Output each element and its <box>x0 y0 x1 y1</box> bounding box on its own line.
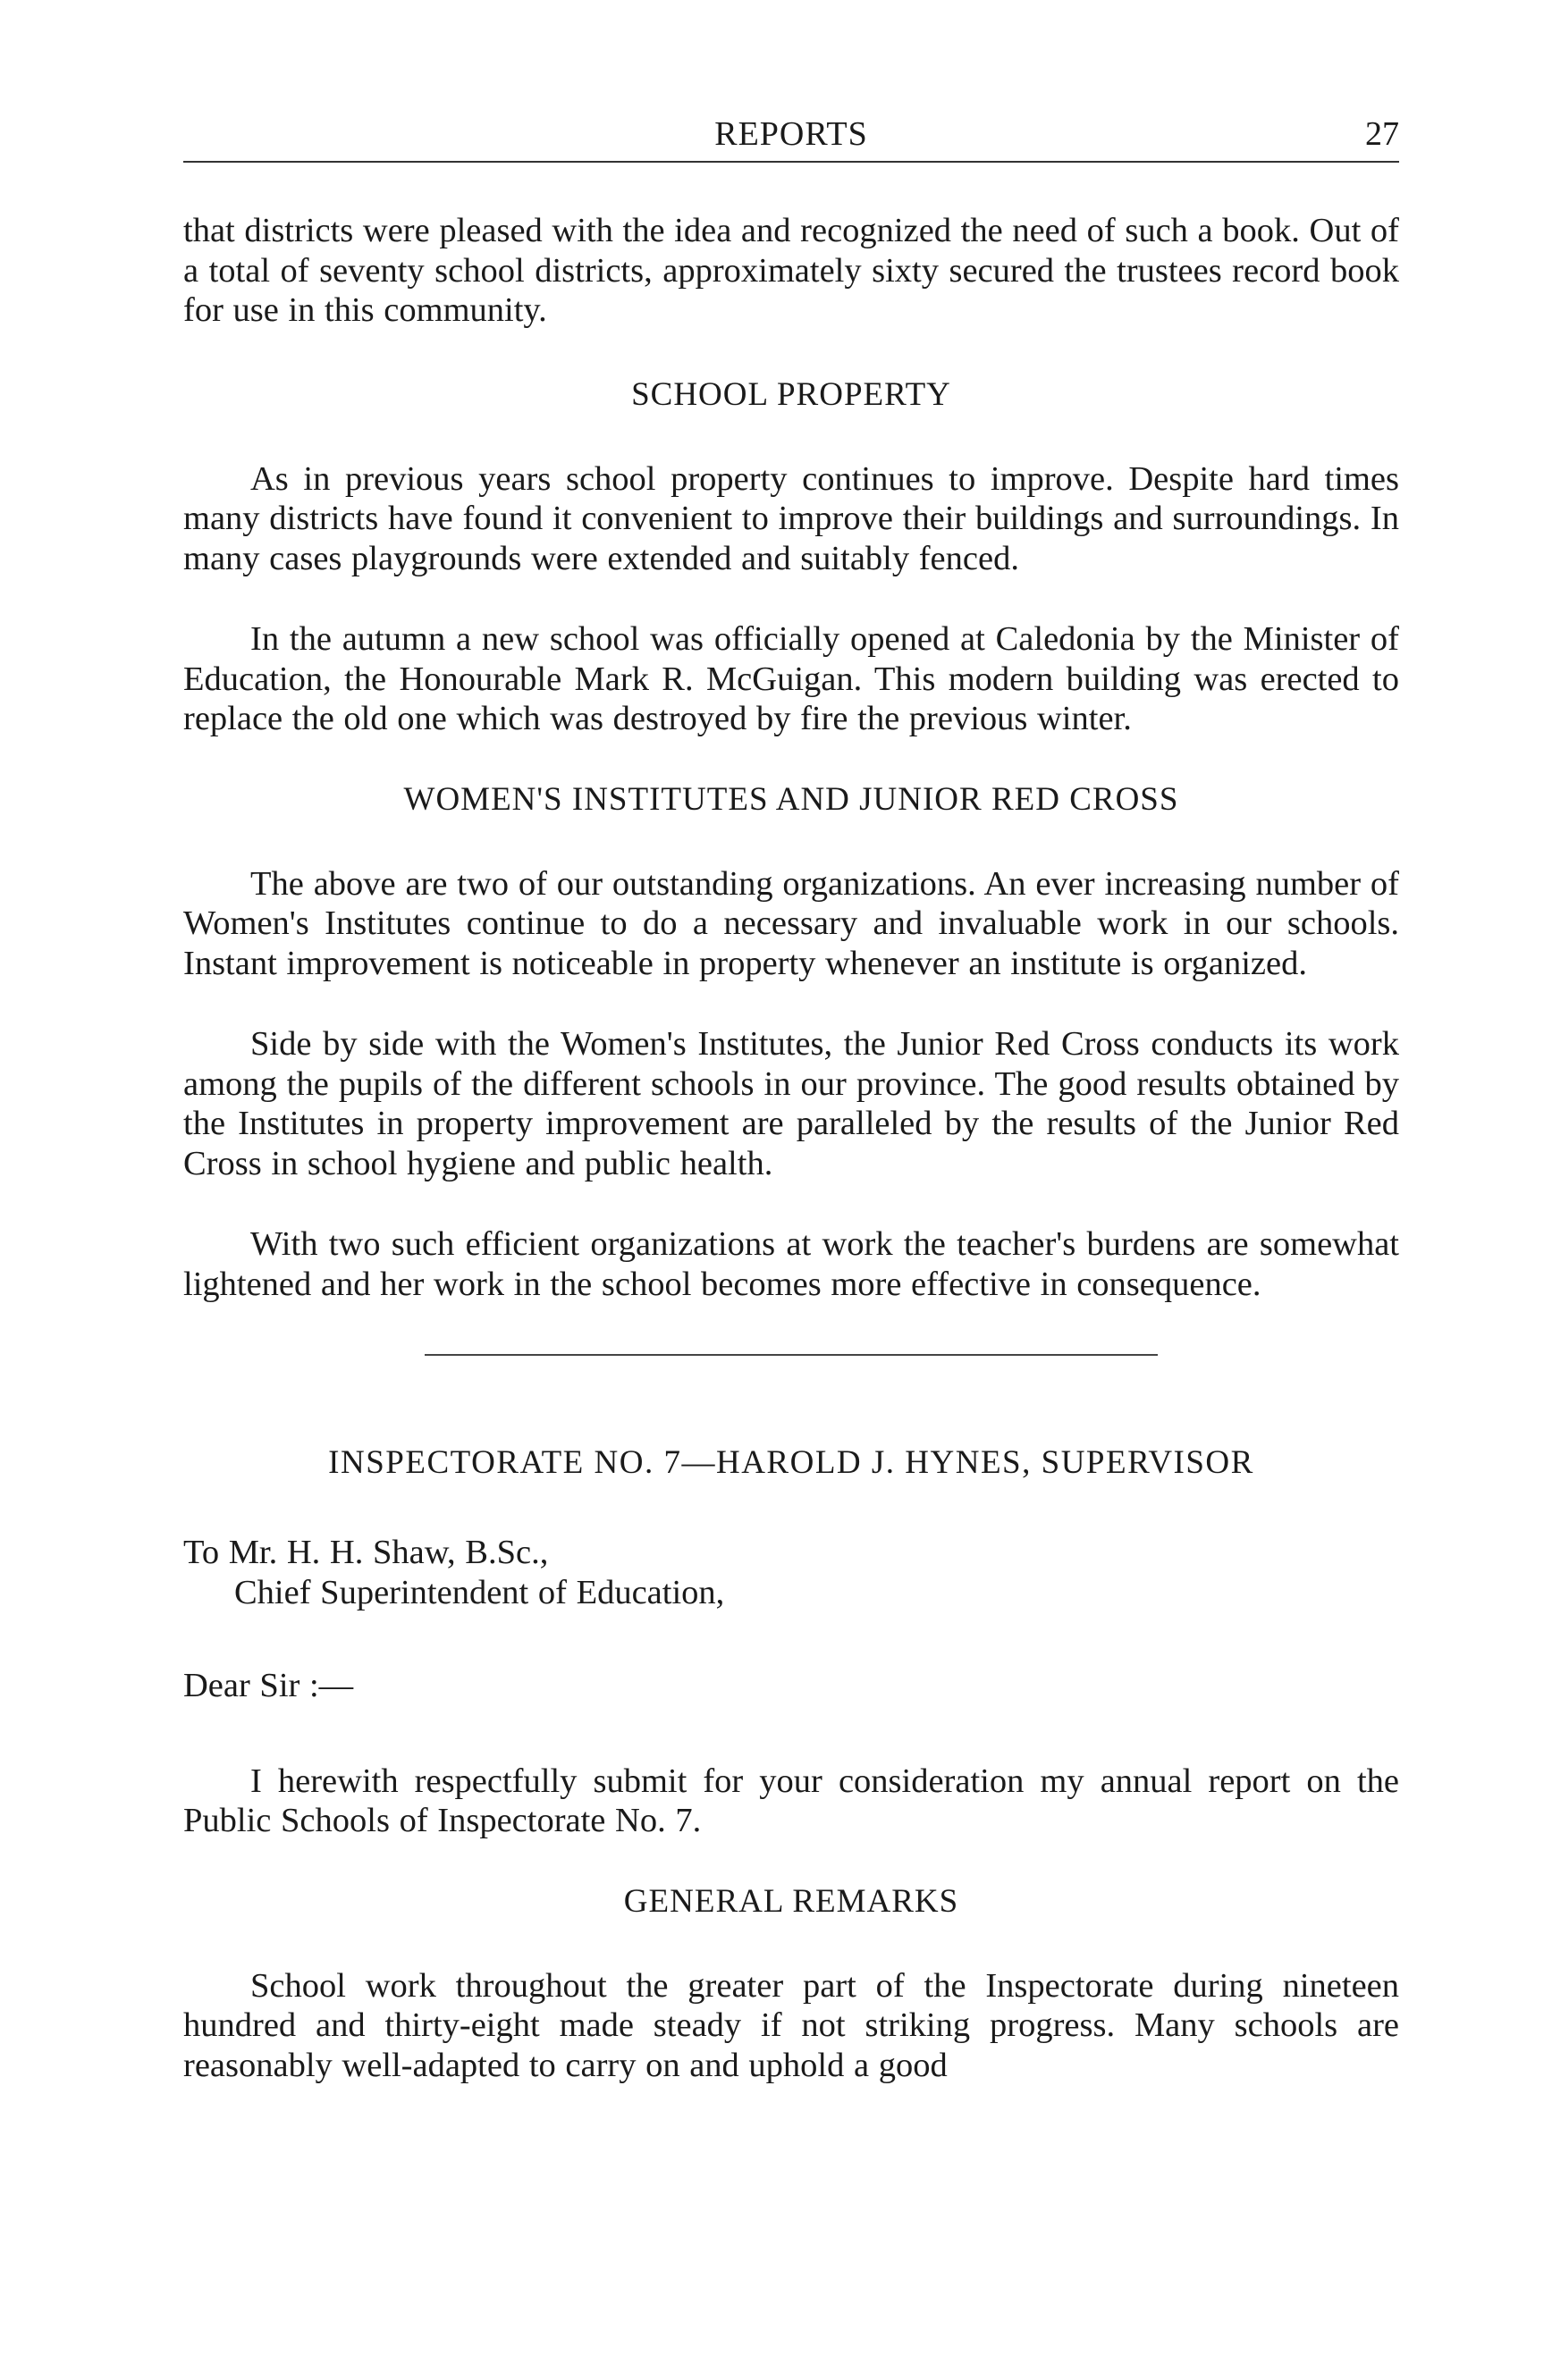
paragraph-organizations: The above are two of our outstanding organizations. An ever increasing number of Women's Institutes continue to do a necessary and invaluable work in our schools. Instant improvement is noticeable in property whenever an institute is organized. <box>183 864 1399 982</box>
heading-womens-institutes: WOMEN'S INSTITUTES AND JUNIOR RED CROSS <box>403 780 1179 818</box>
paragraph-school-property: As in previous years school property continues to improve. Despite hard times many districts have found it convenient to improve their buildings and surroundings. In many cases playgrounds were extended and suitably fenced. <box>183 459 1399 577</box>
paragraph-general-remarks: School work throughout the greater part of the Inspectorate during nineteen hundred and thirty-eight made steady if not striking progress. Many schools are reasonably well-adapted to carry on and uphold a good <box>183 1966 1399 2084</box>
addressee-block <box>183 1533 1399 1612</box>
heading-inspectorate: INSPECTORATE NO. 7—HAROLD J. HYNES, SUPERVISOR <box>328 1444 1254 1481</box>
paragraph-junior-red-cross: Side by side with the Women's Institutes, the Junior Red Cross conducts its work among the pupils of the different schools in our province. The good results obtained by the Institutes in property improvement are paralleled by the results of the Junior Red Cross in school hygiene and public health. <box>183 1025 1399 1182</box>
heading-general-remarks: GENERAL REMARKS <box>623 1882 959 1920</box>
page-number: 27 <box>1365 115 1399 153</box>
running-title: REPORTS <box>714 115 868 153</box>
paragraph-continued: that districts were pleased with the idea and recognized the need of such a book. Out of a total of seventy school districts, approximately sixty secured the trustees record book for use in this community. <box>183 212 1399 329</box>
heading-school-property: SCHOOL PROPERTY <box>631 375 951 413</box>
addressee-title: Chief Superintendent of Education, <box>234 1573 725 1611</box>
paragraph-caledonia-school: In the autumn a new school was officially opened at Caledonia by the Minister of Education, the Honourable Mark R. McGuigan. This modern building was erected to replace the old one which was destroyed by fire the previous winter. <box>183 620 1399 737</box>
salutation: Dear Sir :— <box>183 1667 354 1704</box>
addressee-name: To Mr. H. H. Shaw, B.Sc., <box>183 1534 549 1571</box>
paragraph-submission: I herewith respectfully submit for your consideration my annual report on the Public Schools of Inspectorate No. 7. <box>183 1762 1399 1839</box>
report-body <box>183 211 1399 2126</box>
running-header <box>183 114 1399 163</box>
paragraph-efficient-organizations: With two such efficient organizations at work the teacher's burdens are somewhat lightened and her work in the school becomes more effective in consequence. <box>183 1225 1399 1303</box>
section-divider <box>425 1354 1158 1356</box>
document-page <box>183 0 1399 2380</box>
